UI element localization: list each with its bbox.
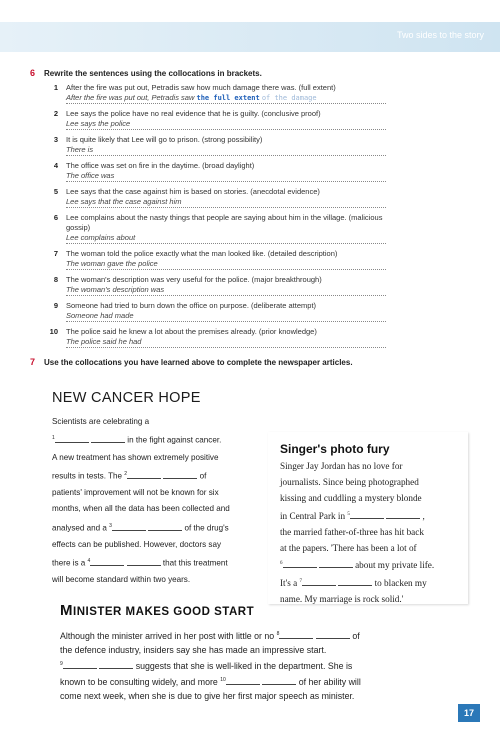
exercise-item [36, 275, 386, 296]
exercise-item [36, 109, 386, 130]
blank-9a[interactable] [63, 661, 97, 669]
item-number: 5 [53, 187, 58, 196]
item-answer-start: Lee complains about [66, 233, 136, 242]
item-body [66, 135, 386, 156]
article-cancer-hope [52, 390, 277, 589]
item-body [66, 213, 386, 244]
item-sentence: After the fire was put out, Petradis saw how much damage there was. (full extent) [66, 83, 336, 92]
blank-6b[interactable] [319, 560, 353, 568]
item-body [66, 161, 386, 182]
article-title: NEW CANCER HOPE [52, 390, 201, 406]
blank-7b[interactable] [338, 578, 372, 586]
blank-10b[interactable] [262, 677, 296, 685]
blank-8b[interactable] [316, 631, 350, 639]
item-sentence: Someone had tried to burn down the office on purpose. (deliberate attempt) [66, 301, 317, 310]
page-number: 17 [458, 704, 480, 722]
blank-2b[interactable] [163, 471, 197, 479]
item-answer-line[interactable] [66, 233, 386, 244]
blank-10a[interactable] [226, 677, 260, 685]
exercise-7-number: 7 [30, 357, 36, 367]
blank-6a[interactable] [283, 560, 317, 568]
item-sentence: The police said he knew a lot about the premises already. (prior knowledge) [66, 327, 317, 336]
exercise-6-instruction: Rewrite the sentences using the collocations in brackets. [44, 69, 262, 78]
exercise-7-instruction: Use the collocations you have learned above to complete the newspaper articles. [44, 358, 353, 367]
item-answer-start: The woman gave the police [66, 259, 158, 268]
item-body [66, 327, 386, 348]
item-body [66, 301, 386, 322]
article-body: Singer Jay Jordan has no love for journalists. Since being photographed kissing and cuddling a mystery blonde in Central Park in $^5$ , the married father-of-three has hit back at the papers. 'There has been a lot of $^6$ about my private life. It's a $^7$ to blacken my name. My marriage is rock solid.' [280, 461, 435, 604]
item-answer-start: The office was [66, 171, 115, 180]
handwritten-answer: the full extent [196, 94, 260, 102]
article-body: Scientists are celebrating a $^1$ in the fight against cancer. A new treatment has shown extremely positive results in tests. The $^2$ of patients' improvement will not be known for six months, when all the data has been collected and analysed and a $^3$ of the drug's effects can be published. However, doctors say there is a $^4$ that this treatment will become standard within two years. [52, 417, 230, 585]
item-sentence: The office was set on fire in the daytime. (broad daylight) [66, 161, 255, 170]
blank-3b[interactable] [148, 523, 182, 531]
item-sentence: Lee complains about the nasty things that people are saying about him in the village. (malicious gossip) [66, 213, 383, 232]
chapter-title: Two sides to the story [396, 30, 484, 40]
blank-4b[interactable] [127, 558, 161, 566]
item-body [66, 275, 386, 296]
item-sentence: Lee says the police have no real evidence that he is guilty. (conclusive proof) [66, 109, 321, 118]
item-answer-start: Lee says that the case against him [66, 197, 182, 206]
item-body [66, 109, 386, 130]
exercise-6-number: 6 [30, 68, 36, 78]
item-number: 2 [53, 109, 58, 118]
item-sentence: Lee says that the case against him is based on stories. (anecdotal evidence) [66, 187, 320, 196]
exercise-item [36, 83, 386, 104]
exercise-item [36, 249, 386, 270]
blank-4a[interactable] [90, 558, 124, 566]
item-answer-line[interactable] [66, 119, 386, 130]
exercise-item [36, 301, 386, 322]
item-number: 10 [49, 327, 58, 336]
item-number: 6 [53, 213, 58, 222]
exercise-item [36, 135, 386, 156]
item-answer-line[interactable] [66, 337, 386, 348]
blank-9b[interactable] [99, 661, 133, 669]
exercise-item [36, 213, 386, 244]
item-answer-line[interactable] [66, 259, 386, 270]
item-sentence: It is quite likely that Lee will go to prison. (strong possibility) [66, 135, 263, 144]
exercise-6-items [36, 83, 386, 353]
exercise-item [36, 327, 386, 348]
article-title: Singer's photo fury [280, 442, 390, 456]
item-sentence: The woman told the police exactly what the man looked like. (detailed description) [66, 249, 338, 258]
article-title: MINISTER MAKES GOOD START [60, 602, 255, 619]
blank-1b[interactable] [91, 435, 125, 443]
item-answer-line[interactable] [66, 145, 386, 156]
exercise-item [36, 187, 386, 208]
item-answer-start: Someone had made [66, 311, 134, 320]
item-number: 1 [53, 83, 58, 92]
item-answer-start: The police said he had [66, 337, 142, 346]
blank-5b[interactable] [386, 511, 420, 519]
item-answer-start: Lee says the police [66, 119, 131, 128]
item-answer-start: There is [66, 145, 94, 154]
blank-2a[interactable] [127, 471, 161, 479]
blank-8a[interactable] [279, 631, 313, 639]
handwritten-answer-faint: of the damage [261, 94, 317, 102]
item-number: 7 [53, 249, 58, 258]
exercise-item [36, 161, 386, 182]
article-singer-photo-fury [268, 432, 468, 604]
item-body [66, 249, 386, 270]
item-answer-start: After the fire was put out, Petradis saw [66, 93, 195, 102]
item-answer-line[interactable] [66, 171, 386, 182]
item-sentence: The woman's description was very useful for the police. (major breakthrough) [66, 275, 322, 284]
item-body [66, 187, 386, 208]
item-answer-line[interactable] [66, 93, 386, 104]
item-answer-line[interactable] [66, 285, 386, 296]
item-number: 4 [53, 161, 58, 170]
blank-5a[interactable] [350, 511, 384, 519]
item-number: 9 [53, 301, 58, 310]
blank-3a[interactable] [112, 523, 146, 531]
item-answer-line[interactable] [66, 197, 386, 208]
item-number: 3 [53, 135, 58, 144]
item-answer-line[interactable] [66, 311, 386, 322]
article-minister [60, 602, 470, 703]
item-answer-start: The woman's description was [66, 285, 165, 294]
article-body: Although the minister arrived in her post with little or no $^8$ of the defence industry, insiders say she has made an impressive start. $^9$ suggests that she is well-liked in the department. She is known to be consulting widely, and more $^{10}$ of her ability will come next week, when she is due to give her first major speech as minister. [60, 630, 361, 701]
blank-7a[interactable] [302, 578, 336, 586]
blank-1a[interactable] [55, 435, 89, 443]
item-body [66, 83, 386, 104]
item-number: 8 [53, 275, 58, 284]
